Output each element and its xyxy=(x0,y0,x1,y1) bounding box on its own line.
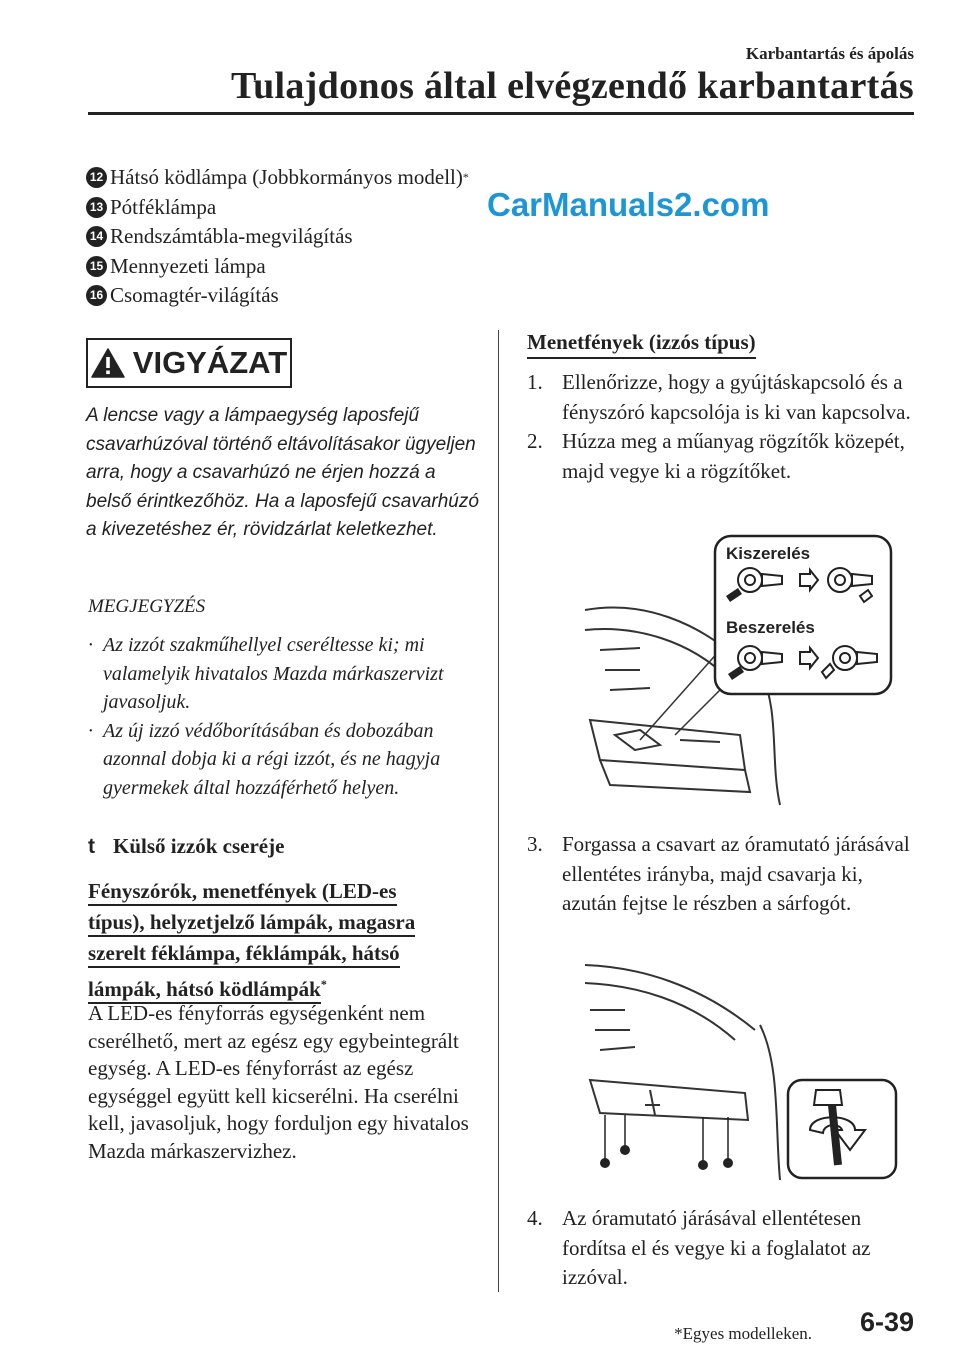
asterisk-mark: * xyxy=(320,977,327,991)
list-item-text: Pótféklámpa xyxy=(110,194,217,219)
number-badge: 12 xyxy=(86,167,107,188)
list-item xyxy=(86,252,469,282)
header-divider xyxy=(88,112,914,115)
install-label: Beszerelés xyxy=(726,618,815,637)
caution-label: VIGYÁZAT xyxy=(132,345,288,380)
caution-text: A lencse vagy a lámpaegység laposfejű csavarhúzóval történő eltávolításakor ügyeljen arra, hogy a csavarhúzó ne érjen hozzá a belső érintkezőhöz. Ha a laposfejű csavarhúzó a kivezetéshez ér, rövidzárlat keletkezhet. xyxy=(86,405,479,540)
body-paragraph: A LED-es fényforrás egységenként nem cserélhető, mert az egész egy egybeintegrált egység. A LED-es fényforrást az egész egységgel együtt kell kicserélni. Ha cserélni kell, javasoljuk, hogy forduljon egy hivatalos Mazda márkaszervizhez. xyxy=(88,1001,469,1163)
watermark-link[interactable]: CarManuals2.com xyxy=(487,186,770,223)
removal-label: Kiszerelés xyxy=(726,544,811,563)
step-number: 4. xyxy=(527,1206,543,1230)
note-text: Az új izzó védőborításában és dobozában azonnal dobja ki a régi izzót, és ne hagyja gyermekek által hozzáférhető helyen. xyxy=(103,719,441,799)
list-item xyxy=(86,163,469,193)
numbered-list xyxy=(86,163,469,311)
step-list xyxy=(527,368,917,486)
clip-steps-icon xyxy=(720,566,890,692)
subsection-line: szerelt féklámpa, féklámpák, hátsó xyxy=(88,941,400,968)
note-list xyxy=(88,631,483,802)
asterisk-mark: * xyxy=(462,170,469,184)
note-heading: MEGJEGYZÉS xyxy=(88,596,206,617)
step-list xyxy=(527,1204,917,1293)
right-heading: Menetfények (izzós típus) xyxy=(527,330,756,359)
subsection-line: lámpák, hátsó ködlámpák xyxy=(88,977,321,1004)
subsection-line: Fényszórók, menetfények (LED-es xyxy=(88,879,397,906)
column-divider xyxy=(498,330,499,1292)
number-badge: 15 xyxy=(86,256,107,277)
step-item xyxy=(527,1204,917,1293)
header-section: Karbantartás és ápolás xyxy=(745,44,914,63)
step-number: 2. xyxy=(527,429,543,453)
step-text: Forgassa a csavart az óramutató járásával ellentétes irányba, majd csavarja ki, azután fejtse le részben a sárfogót. xyxy=(562,832,910,915)
step-item xyxy=(527,368,917,427)
list-item xyxy=(86,222,469,252)
step-number: 1. xyxy=(527,370,543,394)
step-item xyxy=(527,427,917,486)
subsection-line: típus), helyzetjelző lámpák, magasra xyxy=(88,910,415,937)
section-marker: t xyxy=(88,834,95,858)
footnote: *Egyes modelleken. xyxy=(674,1324,812,1343)
number-badge: 13 xyxy=(86,197,107,218)
step-list xyxy=(527,830,917,919)
number-badge: 14 xyxy=(86,226,107,247)
caution-box xyxy=(86,338,292,388)
note-text: Az izzót szakműhellyel cseréltesse ki; mi valamelyik hivatalos Mazda márkaszervizt javasoljuk. xyxy=(103,634,444,713)
list-item-text: Rendszámtábla-megvilágítás xyxy=(110,224,353,248)
page-title: Tulajdonos által elvégzendő karbantartás xyxy=(230,65,914,107)
section-heading xyxy=(88,834,284,859)
bullet-icon: · xyxy=(88,634,93,656)
step-text: Az óramutató járásával ellentétesen fordítsa el és vegye ki a foglalatot az izzóval. xyxy=(562,1206,871,1289)
mudguard-illustration xyxy=(580,955,900,1185)
list-item xyxy=(88,631,483,717)
figure-clip-removal xyxy=(580,530,900,810)
section-title: Külső izzók cseréje xyxy=(113,834,285,858)
list-item-text: Mennyezeti lámpa xyxy=(110,253,266,278)
step-item xyxy=(527,830,917,919)
page-number: 6-39 xyxy=(859,1307,914,1337)
number-badge: 16 xyxy=(86,285,107,306)
list-item-text: Csomagtér-világítás xyxy=(110,283,279,307)
list-item-text: Hátsó ködlámpa (Jobbkormányos modell) xyxy=(110,165,463,189)
list-item xyxy=(88,717,483,803)
figure-screw-removal xyxy=(580,955,900,1185)
step-number: 3. xyxy=(527,832,543,856)
list-item xyxy=(86,281,469,311)
step-text: Húzza meg a műanyag rögzítők közepét, majd vegye ki a rögzítőket. xyxy=(562,429,905,483)
step-text: Ellenőrizze, hogy a gyújtáskapcsoló és a fényszóró kapcsolója is ki van kapcsolva. xyxy=(562,370,911,424)
list-item xyxy=(86,193,469,223)
warning-icon xyxy=(91,348,125,378)
bullet-icon: · xyxy=(88,719,93,742)
subsection-heading xyxy=(88,876,468,1005)
